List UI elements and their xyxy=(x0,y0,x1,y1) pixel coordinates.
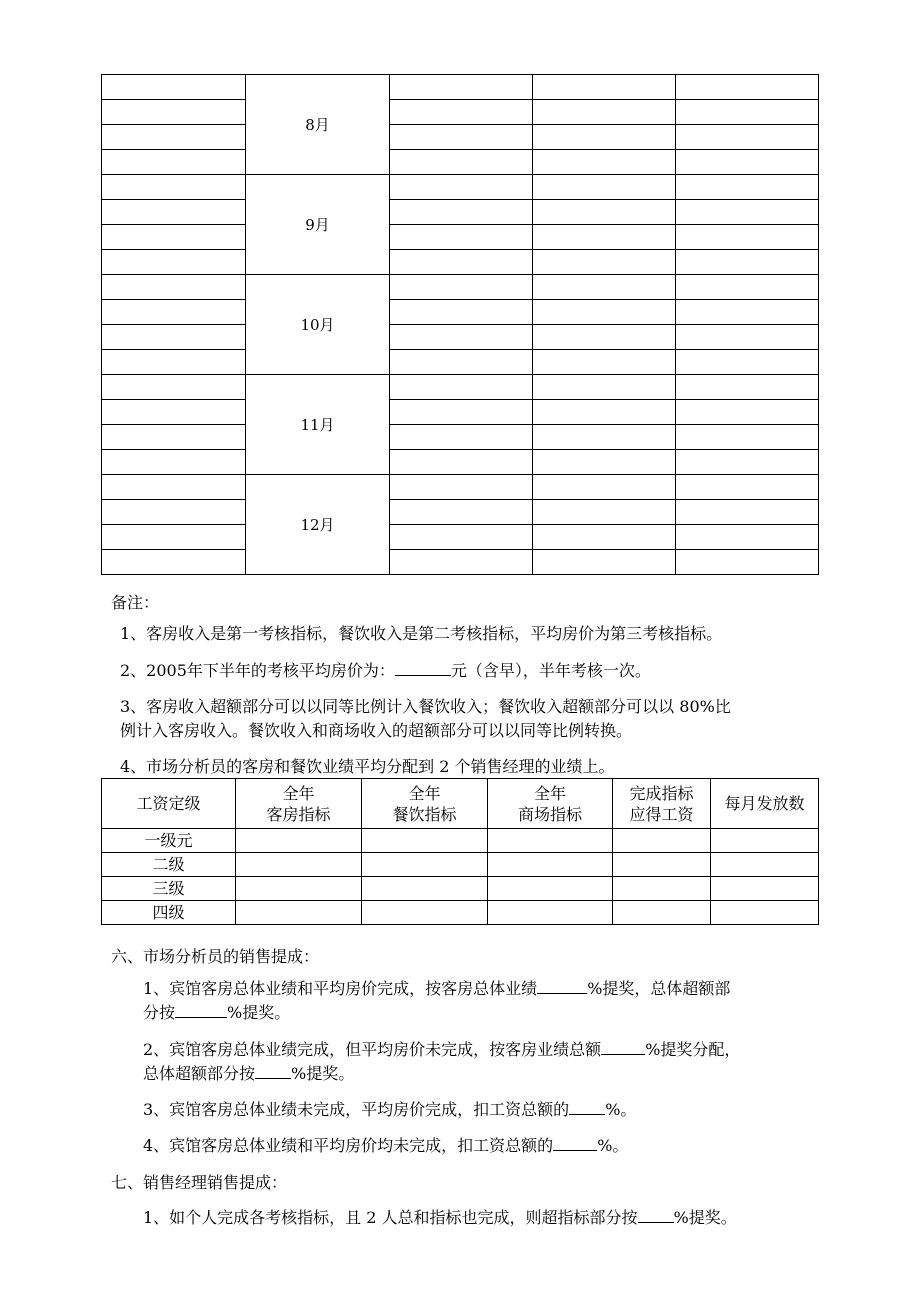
table-cell[interactable] xyxy=(102,500,246,525)
table-cell[interactable] xyxy=(102,275,246,300)
table-cell[interactable] xyxy=(676,250,819,275)
table-row xyxy=(102,500,819,525)
remark-item-3-line-1: 3、客房收入超额部分可以以同等比例计入餐饮收入；餐饮收入超额部分可以以 80%比 xyxy=(120,697,731,716)
table-row xyxy=(102,375,819,400)
header-room-target: 全年 客房指标 xyxy=(236,779,362,829)
table-cell[interactable] xyxy=(236,829,362,853)
table-row xyxy=(102,175,819,200)
table-cell[interactable] xyxy=(676,400,819,425)
table-row xyxy=(102,550,819,575)
table-cell[interactable] xyxy=(676,325,819,350)
table-cell[interactable] xyxy=(102,400,246,425)
salary-row xyxy=(102,853,819,877)
table-cell[interactable] xyxy=(711,877,819,901)
salary-row xyxy=(102,901,819,925)
table-row xyxy=(102,75,819,100)
table-cell[interactable] xyxy=(533,225,676,250)
table-cell[interactable] xyxy=(676,450,819,475)
table-cell[interactable] xyxy=(390,300,533,325)
blank-field[interactable] xyxy=(553,1134,597,1151)
table-cell[interactable] xyxy=(533,125,676,150)
table-cell[interactable] xyxy=(390,225,533,250)
table-cell[interactable] xyxy=(390,100,533,125)
table-cell[interactable] xyxy=(488,901,613,925)
blank-field[interactable] xyxy=(569,1098,605,1115)
table-cell[interactable] xyxy=(676,475,819,500)
section6-item-2-line-1: 2、宾馆客房总体业绩完成，但平均房价未完成，按客房业绩总额 %提奖分配， xyxy=(143,1040,741,1059)
table-cell[interactable] xyxy=(390,250,533,275)
table-cell[interactable] xyxy=(390,450,533,475)
section6-heading: 六、市场分析员的销售提成： xyxy=(111,947,320,966)
table-cell[interactable] xyxy=(533,500,676,525)
salary-grade-label: 三级 xyxy=(102,877,236,901)
table-cell[interactable] xyxy=(102,175,246,200)
table-row xyxy=(102,400,819,425)
salary-grade-label: 二级 xyxy=(102,853,236,877)
table-row xyxy=(102,275,819,300)
table-cell[interactable] xyxy=(533,100,676,125)
table-row xyxy=(102,250,819,275)
table-cell[interactable] xyxy=(236,853,362,877)
table-cell[interactable] xyxy=(102,150,246,175)
table-cell[interactable] xyxy=(390,200,533,225)
table-cell[interactable] xyxy=(488,877,613,901)
table-cell[interactable] xyxy=(676,525,819,550)
table-cell[interactable] xyxy=(533,75,676,100)
table-row xyxy=(102,100,819,125)
price-blank[interactable] xyxy=(395,659,451,676)
header-salary-grade: 工资定级 xyxy=(102,779,236,829)
table-cell[interactable] xyxy=(533,325,676,350)
table-cell[interactable] xyxy=(102,100,246,125)
table-row xyxy=(102,300,819,325)
table-row xyxy=(102,125,819,150)
table-cell[interactable] xyxy=(613,901,711,925)
section6-item-2-line-2: 总体超额部分按 %提奖。 xyxy=(143,1064,355,1083)
table-cell[interactable] xyxy=(236,901,362,925)
table-row xyxy=(102,325,819,350)
salary-row xyxy=(102,829,819,853)
header-dining-target: 全年 餐饮指标 xyxy=(362,779,488,829)
table-cell[interactable] xyxy=(102,375,246,400)
section6-item-3: 3、宾馆客房总体业绩未完成，平均房价完成，扣工资总额的 %。 xyxy=(143,1100,637,1119)
section7-item-1: 1、如个人完成各考核指标，且 2 人总和指标也完成，则超指标部分按 %提奖。 xyxy=(143,1208,737,1227)
table-cell[interactable] xyxy=(676,425,819,450)
table-cell[interactable] xyxy=(390,350,533,375)
table-cell[interactable] xyxy=(390,475,533,500)
table-cell[interactable] xyxy=(533,525,676,550)
table-cell[interactable] xyxy=(533,200,676,225)
table-cell[interactable] xyxy=(102,200,246,225)
table-cell[interactable] xyxy=(102,350,246,375)
salary-row xyxy=(102,877,819,901)
table-cell[interactable] xyxy=(102,225,246,250)
section6-item-1-line-2: 分按 %提奖。 xyxy=(143,1003,291,1022)
table-cell[interactable] xyxy=(102,550,246,575)
table-cell[interactable] xyxy=(102,300,246,325)
table-cell[interactable] xyxy=(390,275,533,300)
table-cell[interactable] xyxy=(676,300,819,325)
table-cell[interactable] xyxy=(676,225,819,250)
remark-item-3-line-2: 例计入客房收入。餐饮收入和商场收入的超额部分可以以同等比例转换。 xyxy=(120,721,633,740)
table-cell[interactable] xyxy=(390,150,533,175)
table-row xyxy=(102,450,819,475)
table-row xyxy=(102,200,819,225)
table-cell[interactable] xyxy=(613,877,711,901)
table-cell[interactable] xyxy=(711,853,819,877)
month-label: 11月 xyxy=(246,375,390,475)
table-cell[interactable] xyxy=(390,550,533,575)
blank-field[interactable] xyxy=(537,977,587,994)
table-cell[interactable] xyxy=(676,375,819,400)
table-cell[interactable] xyxy=(102,75,246,100)
table-cell[interactable] xyxy=(102,325,246,350)
blank-field[interactable] xyxy=(175,1001,227,1018)
table-row xyxy=(102,425,819,450)
table-cell[interactable] xyxy=(613,853,711,877)
month-label: 10月 xyxy=(246,275,390,375)
table-cell[interactable] xyxy=(533,375,676,400)
month-label: 12月 xyxy=(246,475,390,575)
table-cell[interactable] xyxy=(711,901,819,925)
table-cell[interactable] xyxy=(676,350,819,375)
table-cell[interactable] xyxy=(390,400,533,425)
salary-grade-label: 一级元 xyxy=(102,829,236,853)
header-target-salary: 完成指标 应得工资 xyxy=(613,779,711,829)
salary-grade-label: 四级 xyxy=(102,901,236,925)
table-cell[interactable] xyxy=(533,400,676,425)
monthly-assessment-table xyxy=(101,74,819,575)
table-cell[interactable] xyxy=(533,300,676,325)
header-mall-target: 全年 商场指标 xyxy=(488,779,613,829)
table-cell[interactable] xyxy=(390,525,533,550)
table-cell[interactable] xyxy=(676,125,819,150)
section6-item-1-line-1: 1、宾馆客房总体业绩和平均房价完成，按客房总体业绩 %提奖，总体超额部 xyxy=(143,979,731,998)
table-cell[interactable] xyxy=(533,350,676,375)
remark-item-4: 4、市场分析员的客房和餐饮业绩平均分配到 2 个销售经理的业绩上。 xyxy=(120,757,615,776)
table-cell[interactable] xyxy=(533,450,676,475)
table-cell[interactable] xyxy=(533,275,676,300)
remarks-heading: 备注： xyxy=(111,593,160,612)
table-cell[interactable] xyxy=(676,75,819,100)
table-row xyxy=(102,475,819,500)
table-cell[interactable] xyxy=(390,75,533,100)
section6-item-4: 4、宾馆客房总体业绩和平均房价均未完成，扣工资总额的 %。 xyxy=(143,1136,629,1155)
table-cell[interactable] xyxy=(362,901,488,925)
month-label: 8月 xyxy=(246,75,390,175)
table-cell[interactable] xyxy=(613,829,711,853)
header-monthly-payment: 每月发放数 xyxy=(711,779,819,829)
table-cell[interactable] xyxy=(102,450,246,475)
table-cell[interactable] xyxy=(236,877,362,901)
table-cell[interactable] xyxy=(533,550,676,575)
table-cell[interactable] xyxy=(390,325,533,350)
table-cell[interactable] xyxy=(676,275,819,300)
table-cell[interactable] xyxy=(390,125,533,150)
table-cell[interactable] xyxy=(676,550,819,575)
table-cell[interactable] xyxy=(676,200,819,225)
table-cell[interactable] xyxy=(488,829,613,853)
table-row xyxy=(102,225,819,250)
table-cell[interactable] xyxy=(362,853,488,877)
table-cell[interactable] xyxy=(102,425,246,450)
table-cell[interactable] xyxy=(390,175,533,200)
table-cell[interactable] xyxy=(390,500,533,525)
table-cell[interactable] xyxy=(390,375,533,400)
table-cell[interactable] xyxy=(102,475,246,500)
table-cell[interactable] xyxy=(676,150,819,175)
table-cell[interactable] xyxy=(362,829,488,853)
remark-item-2: 2、2005年下半年的考核平均房价为： 元（含早），半年考核一次。 xyxy=(120,661,651,680)
blank-field[interactable] xyxy=(638,1206,674,1223)
table-cell[interactable] xyxy=(533,475,676,500)
table-cell[interactable] xyxy=(711,829,819,853)
remark-item-1: 1、客房收入是第一考核指标，餐饮收入是第二考核指标，平均房价为第三考核指标。 xyxy=(120,624,723,643)
table-row xyxy=(102,150,819,175)
table-cell[interactable] xyxy=(533,150,676,175)
blank-field[interactable] xyxy=(255,1062,291,1079)
table-cell[interactable] xyxy=(533,250,676,275)
section7-heading: 七、销售经理销售提成： xyxy=(111,1173,288,1192)
table-row xyxy=(102,525,819,550)
table-cell[interactable] xyxy=(676,175,819,200)
table-row xyxy=(102,350,819,375)
table-cell[interactable] xyxy=(533,175,676,200)
month-label: 9月 xyxy=(246,175,390,275)
table-cell[interactable] xyxy=(533,425,676,450)
salary-header-row xyxy=(102,779,819,829)
table-cell[interactable] xyxy=(102,250,246,275)
table-cell[interactable] xyxy=(102,525,246,550)
table-cell[interactable] xyxy=(390,425,533,450)
table-cell[interactable] xyxy=(676,100,819,125)
table-cell[interactable] xyxy=(102,125,246,150)
salary-grade-table xyxy=(101,778,819,925)
table-cell[interactable] xyxy=(362,877,488,901)
table-cell[interactable] xyxy=(488,853,613,877)
blank-field[interactable] xyxy=(601,1038,645,1055)
table-cell[interactable] xyxy=(676,500,819,525)
